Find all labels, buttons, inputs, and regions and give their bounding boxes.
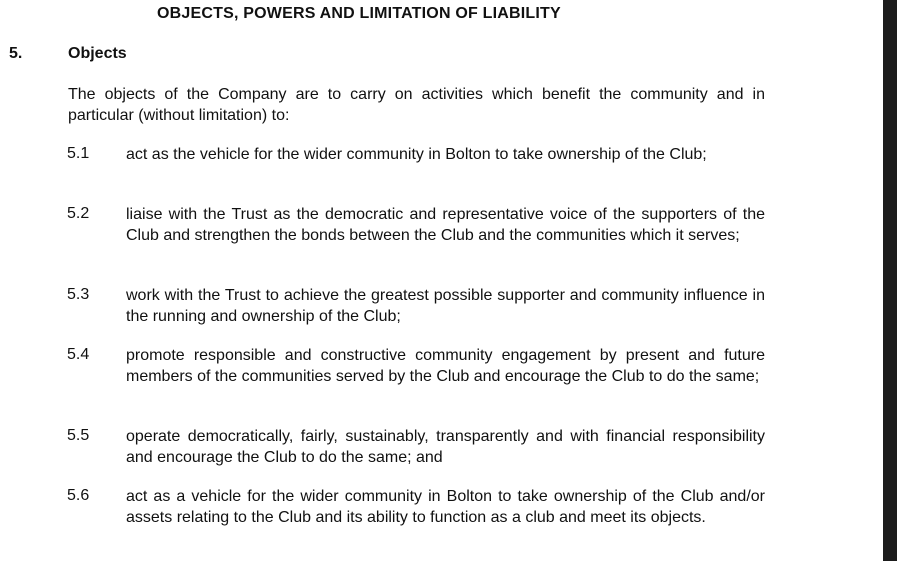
item-number: 5.4 (67, 346, 90, 363)
section-title: Objects (68, 45, 127, 62)
section-number: 5. (9, 45, 23, 62)
item-text: work with the Trust to achieve the greatest possible supporter and community influence in the running and ownership of the Club; (126, 287, 765, 325)
item-number: 5.3 (67, 286, 90, 303)
item-text: operate democratically, fairly, sustainably, transparently and with financial responsibility and encourage the Club to do the same; and (126, 428, 765, 466)
item-text: act as a vehicle for the wider community in Bolton to take ownership of the Club and/or assets relating to the Club and its ability to function as a club and meet its objects. (126, 488, 765, 526)
item-text: liaise with the Trust as the democratic and representative voice of the supporters of the Club and strengthen the bonds between the Club and the communities which it serves; (126, 206, 765, 244)
item-number: 5.1 (67, 145, 90, 162)
viewer-edge-scrollbar[interactable] (883, 0, 897, 561)
section-intro: The objects of the Company are to carry on activities which benefit the community and in particular (without limitation) to: (68, 86, 765, 124)
item-text: promote responsible and constructive community engagement by present and future members of the communities served by the Club and encourage the Club to do the same; (126, 347, 765, 385)
item-number: 5.2 (67, 205, 90, 222)
item-number: 5.6 (67, 487, 90, 504)
item-text: act as the vehicle for the wider community in Bolton to take ownership of the Club; (126, 146, 707, 163)
item-number: 5.5 (67, 427, 90, 444)
document-heading: OBJECTS, POWERS AND LIMITATION OF LIABILITY (157, 5, 561, 22)
